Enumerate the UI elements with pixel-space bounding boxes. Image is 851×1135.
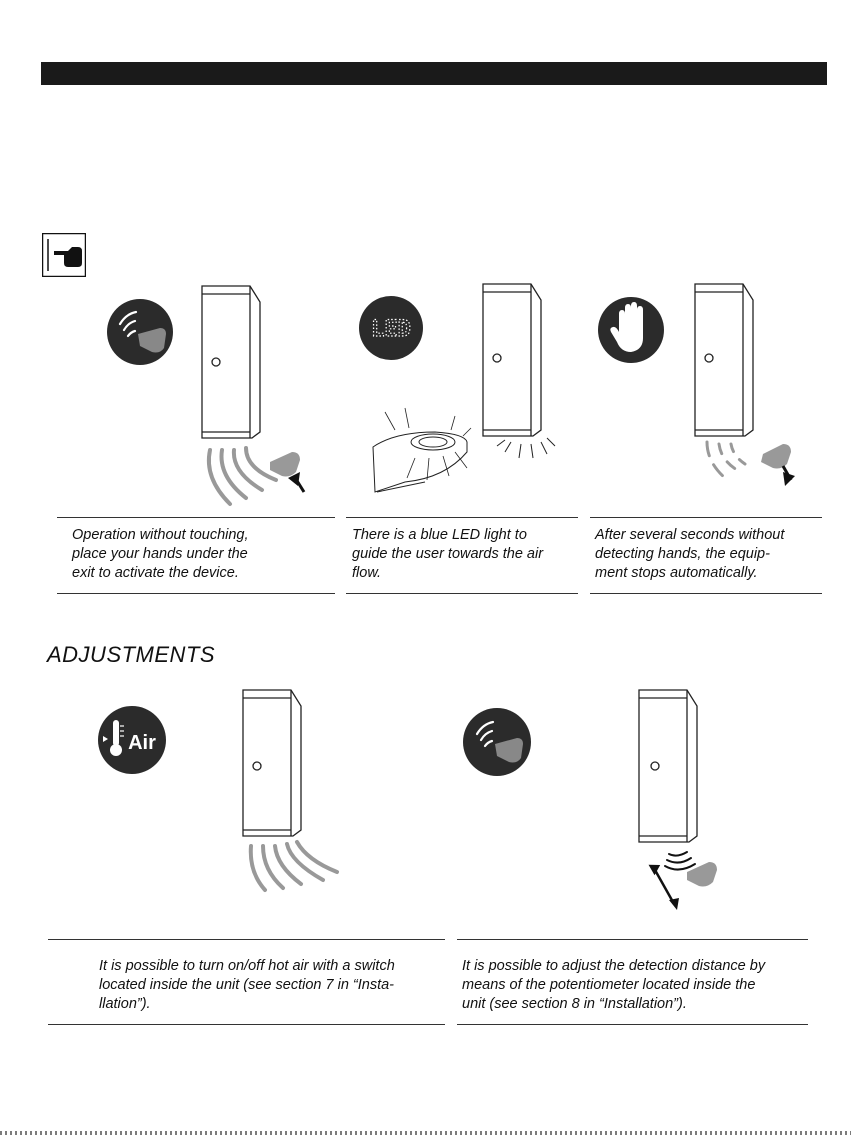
caption-top-rule (346, 517, 578, 518)
hot-air-icon (98, 706, 166, 774)
stop-hand-icon (598, 297, 664, 363)
caption-hot-air-switch: It is possible to turn on/off hot air with a switch located inside the unit (see section 7 in “Insta- llation”). (99, 958, 395, 1012)
caption-top-rule (48, 939, 445, 940)
scan-edge (0, 1131, 851, 1135)
fading-airflow (707, 442, 745, 478)
caption-detection-distance: It is possible to adjust the detection distance by means of the potentiometer located inside the unit (see section 8 in “Installation”). (462, 958, 766, 1012)
caption-top-rule (57, 517, 335, 518)
hand-dryer-unit (695, 284, 753, 436)
auto-stop-illustration (595, 280, 835, 510)
hand-dryer-unit (202, 286, 260, 438)
sensor-waves (665, 852, 695, 870)
airflow-lines (251, 842, 337, 890)
sensor-activation-illustration (100, 282, 340, 512)
header-bar (41, 62, 827, 85)
hand-dryer-unit (243, 690, 301, 836)
svg-text:LED: LED (371, 317, 411, 342)
caption-bottom-rule (457, 1024, 808, 1025)
svg-text:Air: Air (128, 732, 156, 754)
caption-bottom-rule (590, 593, 822, 594)
led-icon (359, 296, 423, 360)
caption-bottom-rule (57, 593, 335, 594)
note-pointer-icon (42, 233, 86, 277)
hand-dryer-unit (639, 690, 697, 842)
hand-dryer-unit (483, 284, 541, 436)
distance-arrow (649, 860, 679, 910)
led-light-rays (497, 438, 555, 458)
hand-with-led (373, 432, 467, 492)
caption-top-rule (590, 517, 822, 518)
sensor-hand-icon (107, 299, 173, 365)
section-title-adjustments: ADJUSTMENTS (47, 642, 216, 667)
caption-auto-stop: After several seconds without detecting hands, the equip- ment stops automatically. (595, 527, 785, 581)
caption-bottom-rule (346, 593, 578, 594)
sensor-distance-illustration (455, 684, 735, 914)
airflow-lines (209, 448, 276, 504)
caption-bottom-rule (48, 1024, 445, 1025)
caption-touchless-operation: Operation without touching, place your hands under the exit to activate the device. (72, 527, 249, 581)
sensor-distance-icon (463, 708, 531, 776)
led-guide-illustration (355, 282, 590, 512)
caption-led-light: There is a blue LED light to guide the user towards the air flow. (352, 527, 544, 581)
hot-air-illustration (95, 684, 355, 894)
caption-top-rule (457, 939, 808, 940)
